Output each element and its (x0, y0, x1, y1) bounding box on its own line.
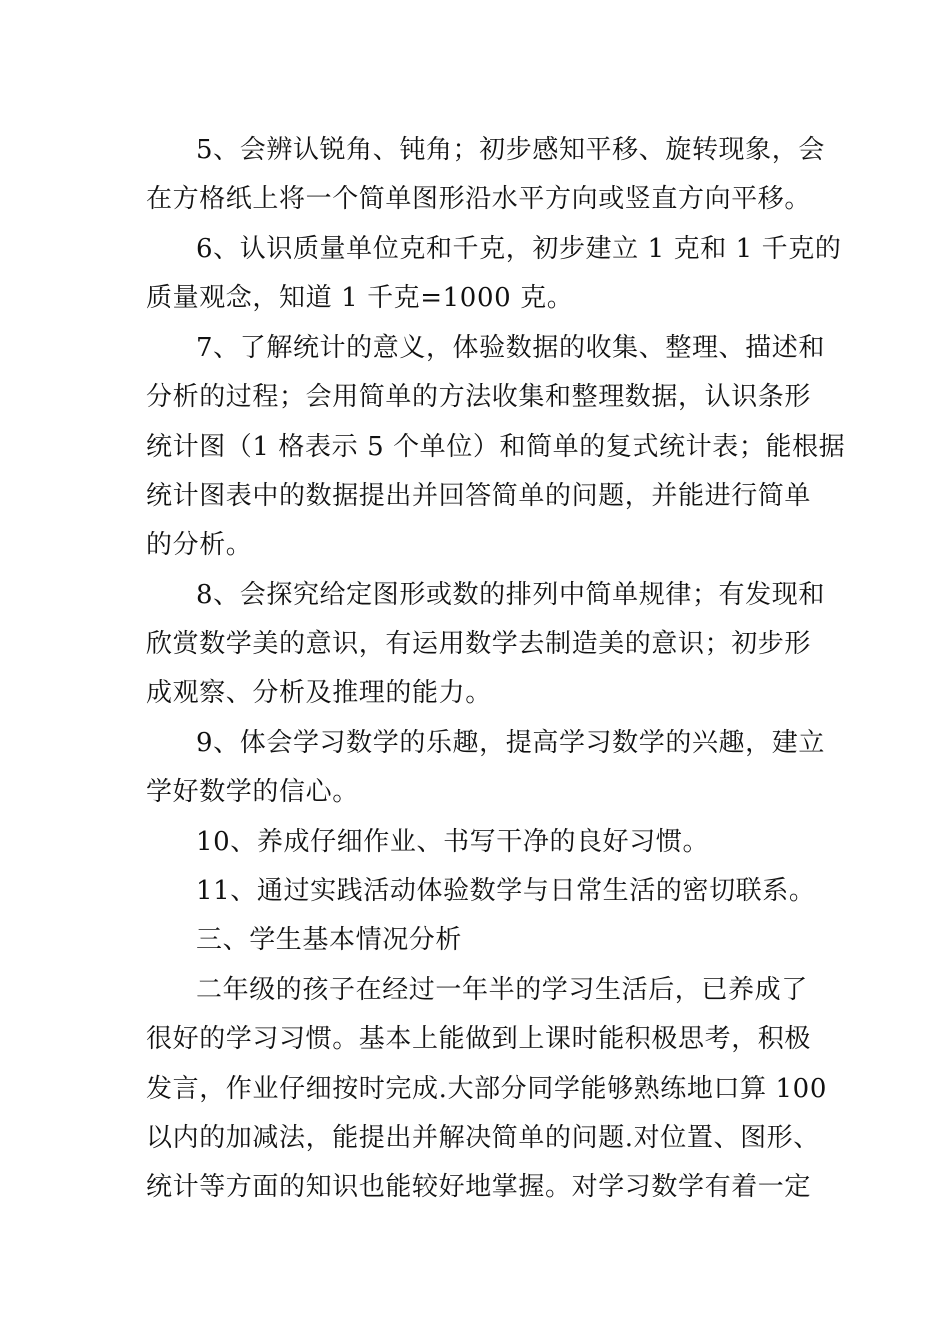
text-line: 统计图（1 格表示 5 个单位）和简单的复式统计表；能根据 (146, 432, 846, 462)
text-line: 分析的过程；会用简单的方法收集和整理数据，认识条形 (146, 382, 812, 412)
text-line: 6、认识质量单位克和千克，初步建立 1 克和 1 千克的 (196, 234, 842, 264)
section-heading: 三、学生基本情况分析 (196, 925, 463, 955)
text-line: 学好数学的信心。 (146, 777, 359, 807)
text-line: 成观察、分析及推理的能力。 (146, 678, 492, 708)
text-line: 5、会辨认锐角、钝角；初步感知平移、旋转现象，会 (196, 135, 825, 165)
text-line: 二年级的孩子在经过一年半的学习生活后，已养成了 (196, 975, 808, 1005)
text-line: 发言，作业仔细按时完成.大部分同学能够熟练地口算 100 (146, 1074, 827, 1104)
text-line: 的分析。 (146, 530, 253, 560)
text-line: 9、体会学习数学的乐趣，提高学习数学的兴趣，建立 (196, 728, 825, 758)
text-line: 在方格纸上将一个简单图形沿水平方向或竖直方向平移。 (146, 184, 812, 214)
text-line: 11、通过实践活动体验数学与日常生活的密切联系。 (196, 876, 816, 906)
text-line: 统计等方面的知识也能较好地掌握。对学习数学有着一定 (146, 1172, 812, 1202)
text-line: 7、了解统计的意义，体验数据的收集、整理、描述和 (196, 333, 825, 363)
text-line: 很好的学习习惯。基本上能做到上课时能积极思考，积极 (146, 1024, 812, 1054)
text-line: 统计图表中的数据提出并回答简单的问题，并能进行简单 (146, 481, 812, 511)
text-line: 8、会探究给定图形或数的排列中简单规律；有发现和 (196, 580, 825, 610)
text-line: 质量观念，知道 1 千克=1000 克。 (146, 283, 574, 313)
text-line: 以内的加减法，能提出并解决简单的问题.对位置、图形、 (146, 1123, 820, 1153)
text-line: 10、养成仔细作业、书写干净的良好习惯。 (196, 827, 710, 857)
text-line: 欣赏数学美的意识，有运用数学去制造美的意识；初步形 (146, 629, 812, 659)
